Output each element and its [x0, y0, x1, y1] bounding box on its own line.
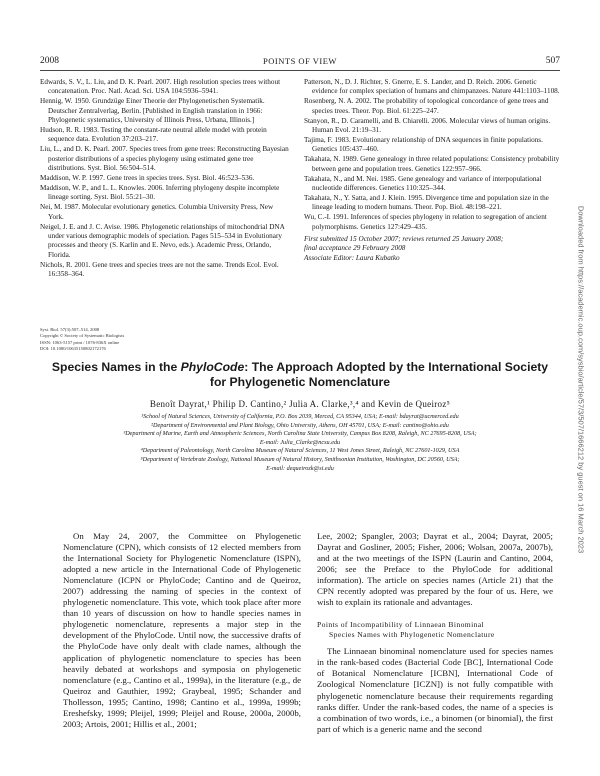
reference: Maddison, W. P., and L. L. Knowles. 2006. Inferring phylogeny despite incomplete lineage sorting. Syst. Biol. 55:21–30.	[40, 183, 280, 202]
affiliation: E-mail: Julia_Clarke@ncsu.edu	[259, 438, 341, 446]
issn-line: ISSN: 1063-5157 print / 1076-836X online	[40, 339, 120, 345]
section-heading: Points of Incompatibility of Linnaean Binominal Species Names with Phylogenetic Nomenclature	[317, 620, 495, 640]
reference: Hennig, W. 1950. Grundzüge Einer Theorie der Phylogenetischen Systematik. Deutscher Zentralverlag, Berlin. [Published in English translation in 1966: Phylogenetic systematics, University of Illinois Press, Urbana, Illinois.]	[40, 97, 265, 125]
article-metadata	[40, 327, 124, 353]
header-year: 2008	[40, 56, 59, 66]
reference: Nei, M. 1987. Molecular evolutionary genetics. Columbia University Press, New York.	[40, 203, 274, 221]
doi-line: DOI: 10.1080/10635150802172176	[40, 346, 106, 352]
reference: Liu, L., and D. K. Pearl. 2007. Species trees from gene trees: Reconstructing Bayesian posterior distributions of a species phylogeny using estimated gene tree distributions. Syst. Biol. 56:504–514.	[40, 145, 289, 173]
reference: Takahata, N. 1989. Gene genealogy in three related populations: Consistency probability between gene and population trees. Genetics 122:957–966.	[304, 155, 560, 173]
affiliation: ²Department of Environmental and Plant Biology, Ohio University, Athens, OH 45701, USA; E-mail: cantino@ohio.edu	[151, 421, 449, 429]
header-page-number: 507	[545, 56, 560, 66]
authors: Benoît Dayrat,¹ Philip D. Cantino,² Julia A. Clarke,³,⁴ and Kevin de Queiroz⁵	[149, 399, 451, 409]
reference: Maddison, W. P. 1997. Gene trees in species trees. Syst. Biol. 46:523–536.	[40, 174, 255, 183]
reference: Hudson, R. R. 1983. Testing the constant-rate neutral allele model with protein sequence data. Evolution 37:203–217.	[40, 126, 267, 144]
body-right-column	[317, 531, 553, 735]
reference: Takahata, N., Y. Satta, and J. Klein. 1995. Divergence time and population size in the lineage leading to modern humans. Theor. Pop. Biol. 48:198–221.	[304, 193, 549, 212]
references-left-column	[40, 78, 290, 280]
submission-info	[304, 235, 560, 263]
affiliation: ³Department of Marine, Earth and Atmospheric Sciences, North Carolina State University, Campus Box 8208, Raleigh, NC 27695-8208, USA;	[123, 430, 477, 438]
reference: Tajima, F. 1983. Evolutionary relationship of DNA sequences in finite populations. Genetics 105:437–460.	[304, 135, 543, 154]
article-title: Species Names in the PhyloCode: The Approach Adopted by the International Society for Phylogenetic Nomenclature	[51, 360, 549, 389]
reference: Takahata, N., and M. Nei. 1985. Gene genealogy and variance of interpopulational nucleotide differences. Genetics 110:325–344.	[304, 174, 542, 192]
reference: Wu, C.-I. 1991. Inferences of species phylogeny in relation to segregation of ancient polymorphisms. Genetics 127:429–435.	[304, 213, 547, 231]
body-left-column	[63, 531, 301, 730]
header-journal: POINTS OF VIEW	[263, 56, 337, 66]
reference: Stanyon, R., D. Caramelli, and B. Chiarelli. 2006. Molecular views of human origins. Human Evol. 21:19–31.	[304, 116, 551, 135]
affiliation: ⁵Department of Vertebrate Zoology, National Museum of Natural History, Smithsonian Institution, Washington, DC 20560, USA;	[140, 455, 460, 463]
affiliation: ⁴Department of Paleontology, North Carolina Museum of Natural Sciences, 11 West Jones Street, Raleigh, NC 27601-1029, USA	[140, 447, 460, 455]
affiliation: E-mail: dequeirozk@si.edu	[266, 464, 334, 472]
affiliation: ¹School of Natural Sciences, University of California, P.O. Box 2039, Merced, CA 95344, USA; E-mail: bdayrat@ucmerced.edu	[141, 413, 459, 420]
body-paragraph: Lee, 2002; Spangler, 2003; Dayrat et al., 2004; Dayrat, 2005; Dayrat and Gosliner, 2005; Fisher, 2006; Wolsan, 2007a, 2007b), and at the two meetings of the ISPN (Laurin and Cantino, 2004, 2006; see the Preface to the PhyloCode for additional information). The article on species names (Article 21) that the CPN recently adopted was prepared by the four of us. Here, we wish to explain its rationale and advantages.	[317, 531, 553, 608]
reference: Nichols, R. 2001. Gene trees and species trees are not the same. Trends Ecol. Evol. 16:358–364.	[40, 260, 279, 279]
download-watermark-text: Downloaded from https://academic.oup.com/sysbio/article/57/3/507/1666212 by guest on 16 March 2023	[576, 205, 586, 554]
copyright-line: Copyright © Society of Systematic Biologists	[40, 333, 125, 339]
body-paragraph: The Linnaean binominal nomenclature used for species names in the rank-based codes (Bacterial Code [BC], International Code of Botanical Nomenclature [ICBN], International Code of Zoological Nomenclature [ICZN]) is not fully compatible with phylogenetic nomenclature because their requirements regarding ranks differ. Under the rank-based codes, the name of a species is a combination of two words, i.e., a binomen (or binomial), the first part of which is a generic name and the second	[317, 646, 553, 734]
download-watermark	[576, 170, 586, 600]
submission-dates: First submitted 15 October 2007; reviews returned 25 January 2008;	[304, 235, 504, 243]
associate-editor: Associate Editor: Laura Kubatko	[304, 253, 400, 262]
acceptance-date: final acceptance 29 February 2008	[304, 244, 406, 253]
header-rule	[40, 70, 560, 71]
references-right-column	[304, 78, 560, 263]
reference: Neigel, J. E. and J. C. Avise. 1986. Phylogenetic relationships of mitochondrial DNA under various demographic models of speciation. Pages 515–534 in Evolutionary processes and theory (S. Karlin and E. Nevo, eds.). Academic Press, Orlando, Florida.	[40, 222, 285, 259]
body-paragraph: On May 24, 2007, the Committee on Phylogenetic Nomenclature (CPN), which consists of 12 elected members from the International Society for Phylogenetic Nomenclature (ISPN), adopted a new article in the International Code of Phylogenetic Nomenclature (ICPN or PhyloCode; Cantino and de Queiroz, 2007) addressing the naming of species in the context of phylogenetic nomenclature. This vote, which took place after more than 10 years of discussion on how to handle species names in phylogenetic nomenclature, represents a major step in the development of the PhyloCode. Until now, the successive drafts of the PhyloCode have only dealt with clade names, although the application of phylogenetic nomenclature to species has been heavily debated at workshops and symposia on phylogenetic nomenclature (e.g., Cantino et al., 1999a), in the literature (e.g., de Queiroz and Gauthier, 1992; Graybeal, 1995; Schander and Thollesson, 1995; Cantino, 1998; Cantino et al., 1999a, 1999b; Ereshefsky, 1999; Pleijel, 1999; Pleijel and Rouse, 2000a, 2000b, 2003; Artois, 2001; Hillis et al., 2001;	[63, 531, 301, 729]
affiliations	[50, 413, 550, 473]
reference: Edwards, S. V., L. Liu, and D. K. Pearl. 2007. High resolution species trees without concatenation. Proc. Natl. Acad. Sci. USA 104:5936–5941.	[40, 78, 281, 96]
reference: Rosenberg, N. A. 2002. The probability of topological concordance of gene trees and species trees. Theor. Pop. Biol. 61:225–247.	[304, 97, 549, 115]
running-header	[40, 56, 560, 68]
reference: Patterson, N., D. J. Richter, S. Gnerre, E. S. Lander, and D. Reich. 2006. Genetic evidence for complex speciation of humans and chimpanzees. Nature 441:1103–1108.	[304, 78, 560, 96]
title-italic: PhyloCode	[180, 360, 245, 374]
citation-line: Syst. Biol. 57(3):507–514, 2008	[40, 327, 100, 332]
